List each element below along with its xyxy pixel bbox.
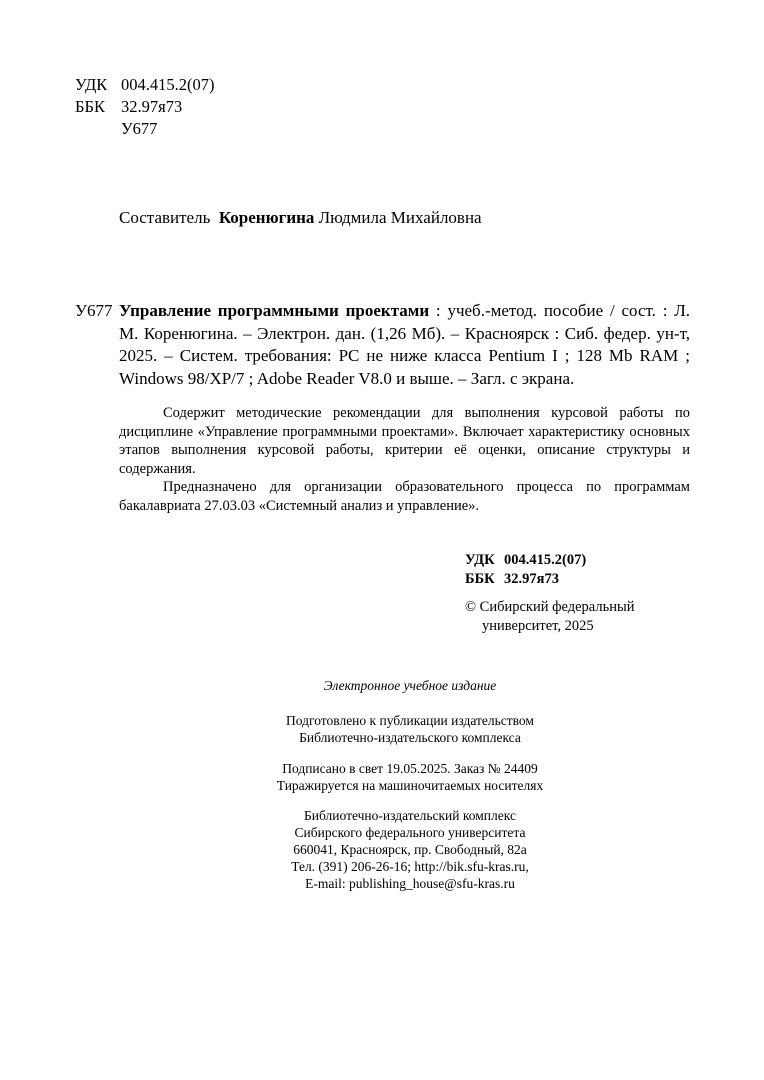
prepared-line-2: Библиотечно-издательского комплекса [299, 730, 521, 745]
bbk-label: ББК [75, 97, 105, 116]
publisher-address: 660041, Красноярск, пр. Свободный, 82а [293, 842, 527, 857]
compiler-label: Составитель [119, 208, 211, 227]
signed-line-2: Тиражируется на машиночитаемых носителях [276, 778, 544, 793]
bbk-row [75, 96, 215, 118]
annotation-paragraph-purpose: Предназначено для организации образовательного процесса по программам бакалавриата 27.03.03 «Системный анализ и управление». [119, 479, 690, 514]
udk-label: УДК [75, 75, 108, 94]
biblio-author-mark: У677 [75, 301, 113, 320]
classification-codes-top [75, 74, 215, 140]
publisher-phone-web: Тел. (391) 206-26-16; http://bik.sfu-kras.ru, [291, 859, 529, 874]
publisher-email: E-mail: publishing_house@sfu-kras.ru [305, 876, 515, 891]
copyright-line-1: © Сибирский федеральный [465, 599, 635, 615]
prepared-line-1: Подготовлено к публикации издательством [286, 713, 534, 728]
biblio-description [119, 300, 690, 390]
copyright-notice [465, 598, 634, 636]
publisher-line-1: Библиотечно-издательский комплекс [304, 808, 516, 823]
compiler-line [119, 207, 482, 229]
compiler-given-names: Людмила Михайловна [318, 208, 482, 227]
edition-type: Электронное учебное издание [323, 678, 497, 693]
signed-block [0, 760, 764, 794]
publisher-block [0, 807, 764, 892]
classification-codes-bottom [465, 551, 586, 589]
bbk-value: 32.97я73 [121, 97, 183, 116]
bbk-row-bottom [465, 570, 586, 589]
copyright-line-2: университет, 2025 [482, 618, 594, 634]
biblio-details: : учеб.-метод. пособие / сост. : Л. М. Коренюгина. – Электрон. дан. (1,26 Мб). – Красноярск : Сиб. федер. ун-т, 2025. – Систем. требования: PC не ниже класса Pentium I ; 128 Mb RAM ; Windows 98/XP/7 ; Adobe Reader V8.0 и выше. – Загл. с экрана. [119, 301, 690, 388]
prepared-by-block [0, 712, 764, 746]
annotation [119, 404, 690, 515]
bbk-value-bottom: 32.97я73 [504, 571, 559, 587]
book-title: Управление программными проектами [119, 301, 430, 320]
annotation-paragraph-content: Содержит методические рекомендации для выполнения курсовой работы по дисциплине «Управление программными проектами». Включает характеристику основных этапов выполнения курсовой работы, критерии её оценки, описание структуры и содержания. [119, 405, 690, 477]
udk-row-bottom [465, 551, 586, 570]
author-mark: У677 [121, 119, 158, 138]
publisher-line-2: Сибирского федерального университета [294, 825, 526, 840]
signed-line-1: Подписано в свет 19.05.2025. Заказ № 24409 [282, 761, 538, 776]
udk-value-bottom: 004.415.2(07) [504, 552, 587, 568]
compiler-surname: Коренюгина [218, 208, 315, 227]
udk-label-bottom: УДК [465, 552, 495, 568]
udk-value: 004.415.2(07) [121, 75, 215, 94]
bbk-label-bottom: ББК [465, 571, 495, 587]
bibliographic-record [75, 300, 690, 390]
udk-row [75, 74, 215, 96]
